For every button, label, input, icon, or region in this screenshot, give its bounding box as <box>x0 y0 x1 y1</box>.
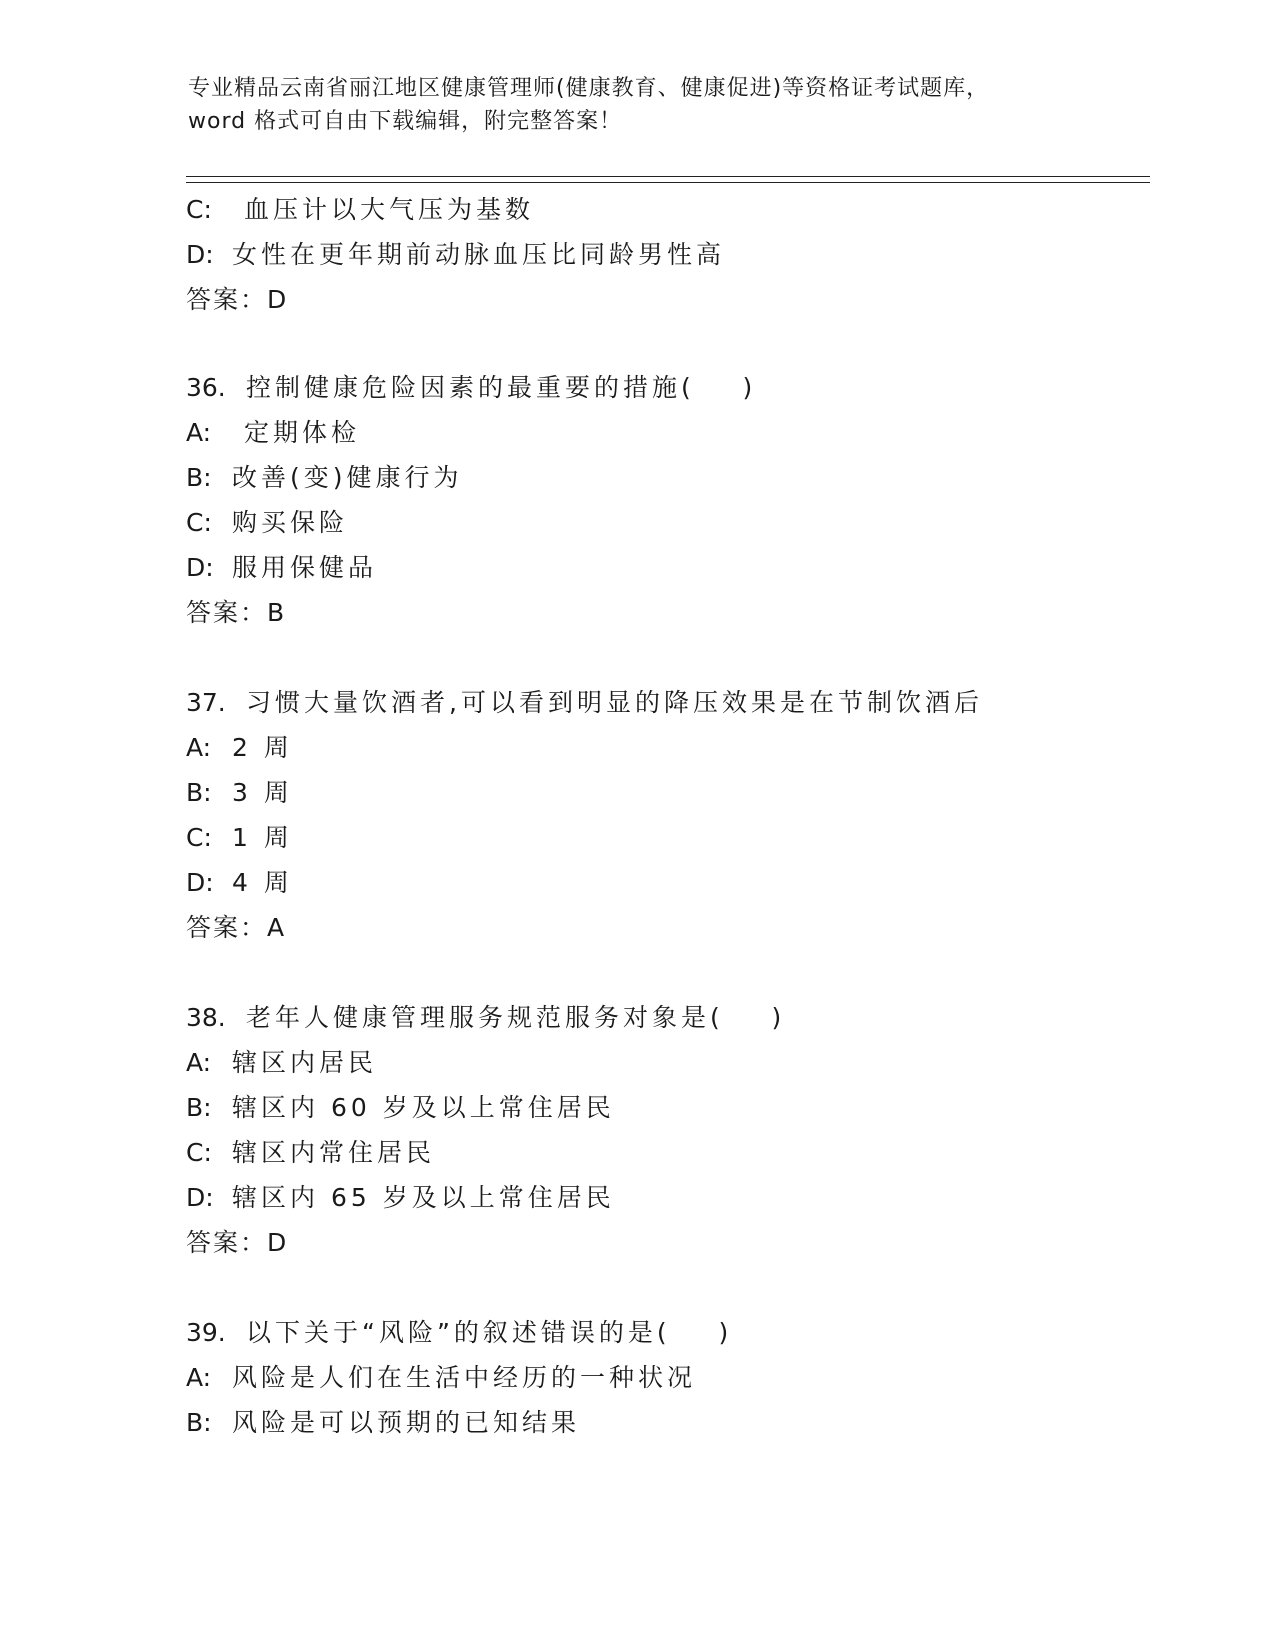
option-letter: A: <box>186 733 212 762</box>
option-text: 风险是可以预期的已知结果 <box>232 1408 581 1437</box>
option-text: 风险是人们在生活中经历的一种状况 <box>232 1363 697 1392</box>
option-row <box>186 463 463 493</box>
option-text: 血压计以大气压为基数 <box>232 195 534 224</box>
option-row <box>186 1363 696 1393</box>
answer-line: 答案：D <box>186 285 289 314</box>
answer-line: 答案：A <box>186 913 287 942</box>
question-stem <box>186 373 756 403</box>
option-letter: B: <box>186 463 212 492</box>
option-text: 定期体检 <box>232 418 360 447</box>
option-letter: C: <box>186 508 212 537</box>
header-line-2: word 格式可自由下载编辑，附完整答案！ <box>188 109 623 134</box>
question-number: 36. <box>186 373 226 402</box>
option-letter: D: <box>186 240 214 269</box>
header-rule-bottom <box>186 182 1150 183</box>
option-letter: C: <box>186 1138 212 1167</box>
option-letter: D: <box>186 553 214 582</box>
option-row <box>186 1183 615 1213</box>
option-row <box>186 240 725 270</box>
question-stem <box>186 1318 732 1348</box>
option-text: 辖区内 60 岁及以上常住居民 <box>232 1093 615 1122</box>
option-letter: B: <box>186 1408 212 1437</box>
option-text: 购买保险 <box>232 508 349 537</box>
option-letter: D: <box>186 1183 214 1212</box>
option-text: 服用保健品 <box>232 553 378 582</box>
option-text: 辖区内居民 <box>232 1048 378 1077</box>
option-letter: B: <box>186 1093 212 1122</box>
option-letter: C: <box>186 195 212 224</box>
answer-line: 答案：D <box>186 1228 289 1257</box>
option-row <box>186 195 534 225</box>
option-row <box>186 823 293 853</box>
option-row <box>186 1408 580 1438</box>
document-header <box>188 72 1088 138</box>
option-letter: A: <box>186 1048 212 1077</box>
header-line-1: 专业精品云南省丽江地区健康管理师(健康教育、健康促进)等资格证考试题库， <box>188 76 990 101</box>
header-rule-top <box>186 176 1150 177</box>
option-text: 女性在更年期前动脉血压比同龄男性高 <box>232 240 726 269</box>
option-row <box>186 1093 615 1123</box>
option-letter: A: <box>186 1363 212 1392</box>
question-text: 习惯大量饮酒者,可以看到明显的降压效果是在节制饮酒后 <box>246 688 983 717</box>
option-row <box>186 868 293 898</box>
option-text: 改善(变)健康行为 <box>232 463 463 492</box>
question-number: 37. <box>186 688 226 717</box>
question-stem <box>186 1003 785 1033</box>
option-row <box>186 733 293 763</box>
option-text: 辖区内常住居民 <box>232 1138 436 1167</box>
option-text: 3 周 <box>232 778 293 807</box>
option-row <box>186 508 348 538</box>
option-row <box>186 553 377 583</box>
answer-line: 答案：B <box>186 598 287 627</box>
option-text: 1 周 <box>232 823 293 852</box>
option-text: 2 周 <box>232 733 293 762</box>
option-letter: A: <box>186 418 212 447</box>
question-stem <box>186 688 983 718</box>
option-text: 辖区内 65 岁及以上常住居民 <box>232 1183 615 1212</box>
option-text: 4 周 <box>232 868 293 897</box>
question-text: 以下关于“风险”的叙述错误的是( ) <box>246 1318 733 1347</box>
option-row <box>186 1048 377 1078</box>
option-row <box>186 418 360 448</box>
question-text: 控制健康危险因素的最重要的措施( ) <box>246 373 757 402</box>
option-row <box>186 1138 435 1168</box>
question-text: 老年人健康管理服务规范服务对象是( ) <box>246 1003 786 1032</box>
question-number: 39. <box>186 1318 226 1347</box>
option-letter: D: <box>186 868 214 897</box>
option-row <box>186 778 293 808</box>
question-number: 38. <box>186 1003 226 1032</box>
option-letter: C: <box>186 823 212 852</box>
option-letter: B: <box>186 778 212 807</box>
